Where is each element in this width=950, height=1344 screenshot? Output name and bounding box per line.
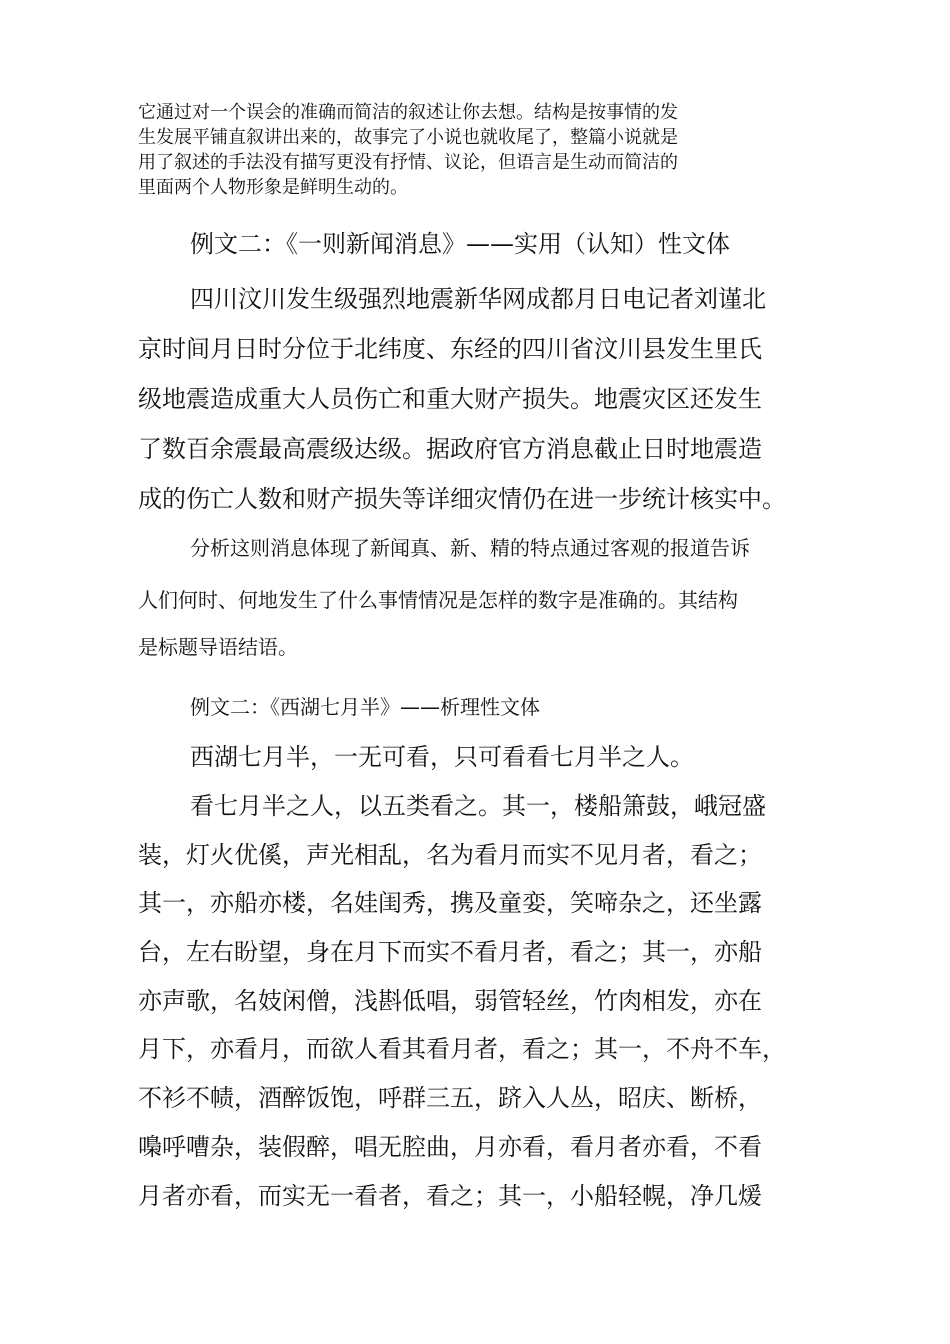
news-line-4: 了数百余震最高震级达级。据政府官方消息截止日时地震造 <box>138 435 762 463</box>
news-line-2: 京时间月日时分位于北纬度、东经的四川省汶川县发生里氏 <box>138 335 762 363</box>
xihu-line-2: 装，灯火优傒，声光相乱，名为看月而实不见月者，看之； <box>138 841 762 869</box>
xihu-line-4: 台，左右盼望，身在月下而实不看月者，看之；其一，亦船 <box>138 938 762 966</box>
analysis-line-3: 是标题导语结语。 <box>138 635 298 659</box>
intro-line-1: 它通过对一个误会的准确而简洁的叙述让你去想。结构是按事情的发 <box>138 102 678 123</box>
analysis-line-1: 分析这则消息体现了新闻真、新、精的特点通过客观的报道告诉 <box>190 536 750 560</box>
xihu-line-8: 嘄呼嘈杂，装假醉，唱无腔曲，月亦看，看月者亦看，不看 <box>138 1133 762 1161</box>
intro-line-3: 用了叙述的手法没有描写更没有抒情、议论，但语言是生动而简洁的 <box>138 152 678 173</box>
xihu-line-9: 月者亦看，而实无一看者，看之；其一，小船轻幌，净几煖 <box>138 1182 762 1210</box>
example3-heading: 例文二：《西湖七月半》——析理性文体 <box>190 695 540 719</box>
xihu-line-7: 不衫不帻，酒醉饭饱，呼群三五，跻入人丛，昭庆、断桥， <box>138 1084 762 1112</box>
xihu-line-1: 看七月半之人，以五类看之。其一，楼船箫鼓，峨冠盛 <box>190 792 766 820</box>
analysis-line-2: 人们何时、何地发生了什么事情情况是怎样的数字是准确的。其结构 <box>138 588 738 612</box>
example2-heading: 例文二：《一则新闻消息》——实用（认知）性文体 <box>190 230 730 258</box>
intro-line-2: 生发展平铺直叙讲出来的，故事完了小说也就收尾了，整篇小说就是 <box>138 127 678 148</box>
news-line-5: 成的伤亡人数和财产损失等详细灾情仍在进一步统计核实中。 <box>138 485 786 513</box>
xihu-line-6: 月下，亦看月，而欲人看其看月者，看之；其一，不舟不车， <box>138 1035 786 1063</box>
xihu-opening: 西湖七月半，一无可看，只可看看七月半之人。 <box>190 743 694 771</box>
xihu-line-3: 其一，亦船亦楼，名娃闺秀，携及童娈，笑啼杂之，还坐露 <box>138 889 762 917</box>
news-line-1: 四川汶川发生级强烈地震新华网成都月日电记者刘谨北 <box>190 285 766 313</box>
xihu-line-5: 亦声歌，名妓闲僧，浅斟低唱，弱管轻丝，竹肉相发，亦在 <box>138 987 762 1015</box>
intro-line-4: 里面两个人物形象是鲜明生动的。 <box>138 177 408 198</box>
news-line-3: 级地震造成重大人员伤亡和重大财产损失。地震灾区还发生 <box>138 385 762 413</box>
